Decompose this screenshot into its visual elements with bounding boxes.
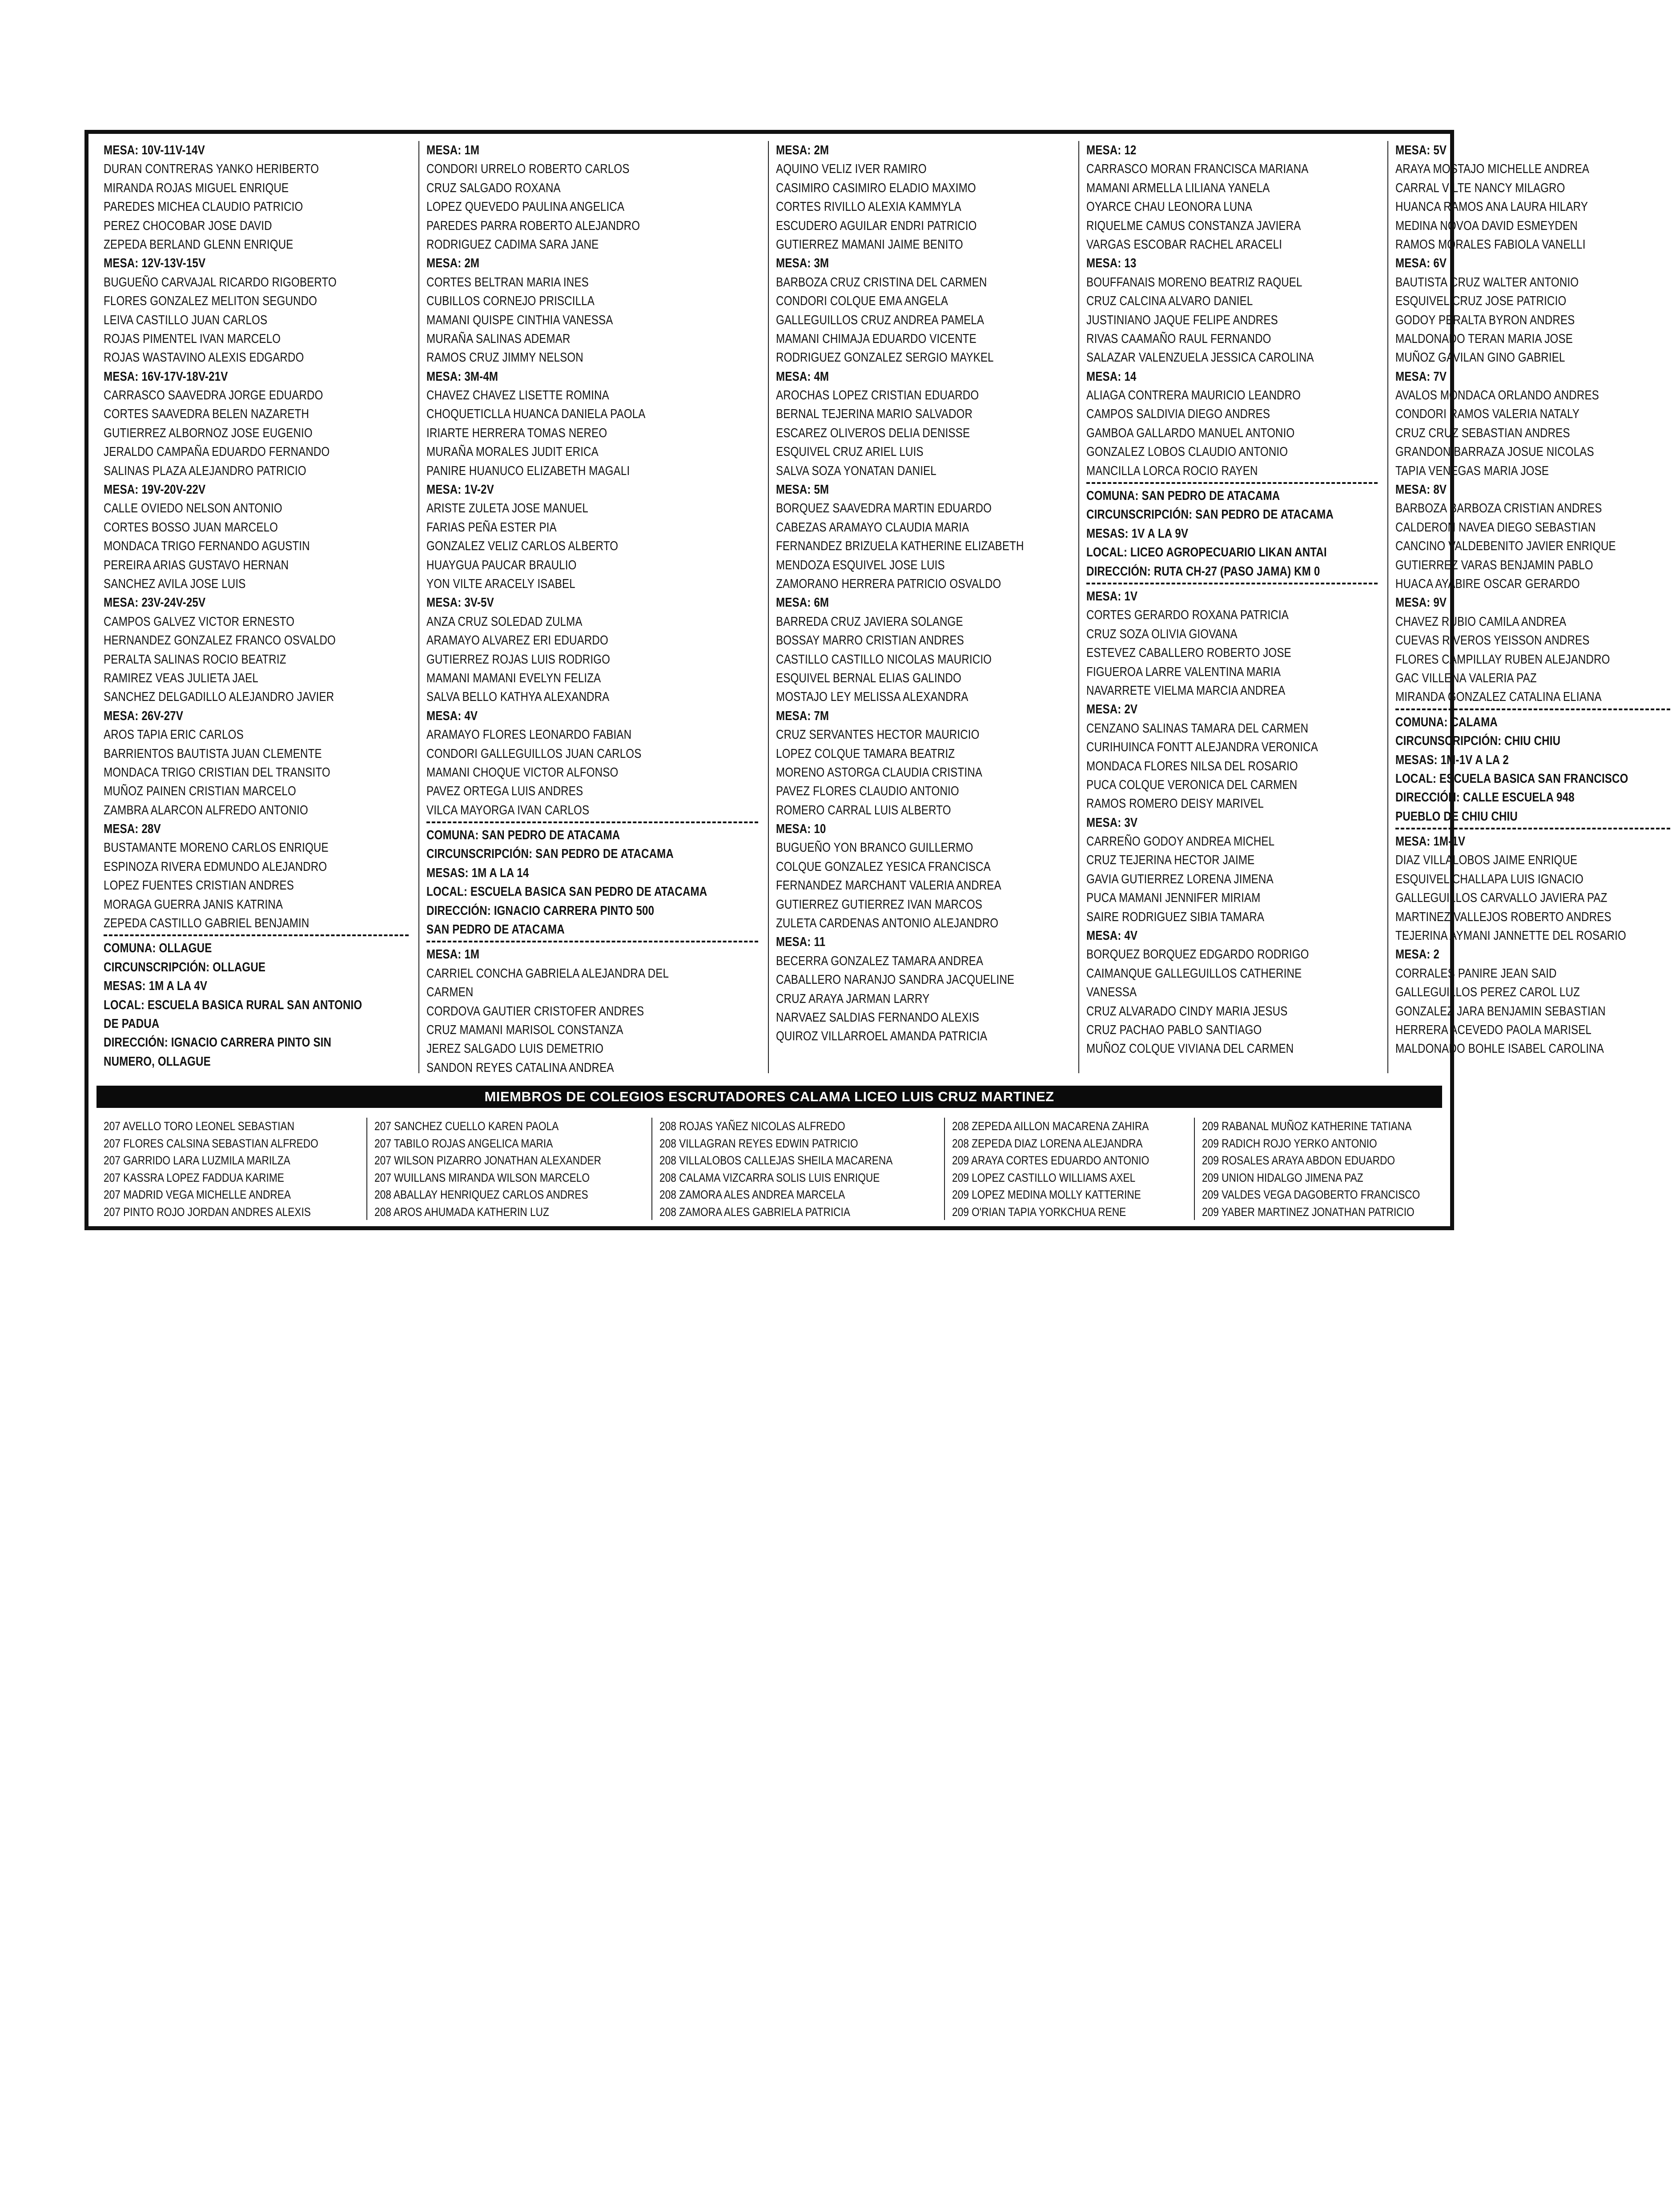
person-name: GALLEGUILLOS CRUZ ANDREA PAMELA (776, 313, 984, 327)
person-name: MALDONADO TERAN MARIA JOSE (1395, 331, 1573, 346)
person-name: DURAN CONTRERAS YANKO HERIBERTO (104, 162, 319, 177)
person-name: ESTEVEZ CABALLERO ROBERTO JOSE (1086, 646, 1291, 660)
person-name: ALIAGA CONTRERA MAURICIO LEANDRO (1086, 388, 1301, 403)
person-name: RIVAS CAAMAÑO RAUL FERNANDO (1086, 331, 1271, 346)
member-name: 207 FLORES CALSINA SEBASTIAN ALFREDO (104, 1136, 318, 1150)
person-name: ZAMBRA ALARCON ALFREDO ANTONIO (104, 803, 308, 817)
person-name: MUÑOZ GAVILAN GINO GABRIEL (1395, 350, 1565, 365)
member-name: 207 SANCHEZ CUELLO KAREN PAOLA (374, 1119, 559, 1133)
section-heading: MESA: 26V-27V (104, 708, 183, 723)
person-name: AROCHAS LOPEZ CRISTIAN EDUARDO (776, 388, 979, 403)
person-name: BERNAL TEJERINA MARIO SALVADOR (776, 407, 973, 422)
person-name: CRUZ SOZA OLIVIA GIOVANA (1086, 627, 1238, 641)
dashed-separator (104, 934, 409, 936)
person-name: MORENO ASTORGA CLAUDIA CRISTINA (776, 765, 982, 780)
dashed-separator (426, 941, 758, 942)
dashed-separator (426, 821, 758, 823)
person-name: MIRANDA GONZALEZ CATALINA ELIANA (1395, 690, 1602, 704)
person-name: GAVIA GUTIERREZ LORENA JIMENA (1086, 872, 1274, 886)
person-name: CUBILLOS CORNEJO PRISCILLA (426, 294, 595, 309)
section-heading: LOCAL: ESCUELA BASICA SAN FRANCISCO (1395, 771, 1628, 786)
person-name: NAVARRETE VIELMA MARCIA ANDREA (1086, 683, 1285, 698)
member-name: 207 KASSRA LOPEZ FADDUA KARIME (104, 1171, 284, 1184)
dashed-separator (1395, 828, 1670, 829)
person-name: TEJERINA AYMANI JANNETTE DEL ROSARIO (1395, 929, 1627, 943)
member-name: 207 MADRID VEGA MICHELLE ANDREA (104, 1188, 291, 1201)
person-name: MORAGA GUERRA JANIS KATRINA (104, 897, 283, 912)
section-heading: PUEBLO DE CHIU CHIU (1395, 809, 1518, 824)
section-heading: MESA: 23V-24V-25V (104, 596, 206, 610)
person-name: ANZA CRUZ SOLEDAD ZULMA (426, 614, 583, 629)
section-heading: MESA: 13 (1086, 256, 1136, 271)
person-name: GONZALEZ JARA BENJAMIN SEBASTIAN (1395, 1004, 1606, 1018)
person-name: RAMOS MORALES FABIOLA VANELLI (1395, 237, 1586, 252)
person-name: ROMERO CARRAL LUIS ALBERTO (776, 803, 951, 817)
section-heading: DE PADUA (104, 1016, 160, 1031)
person-name: ROJAS WASTAVINO ALEXIS EDGARDO (104, 350, 304, 365)
person-name: MONDACA TRIGO FERNANDO AGUSTIN (104, 539, 310, 554)
person-name: CONDORI URRELO ROBERTO CARLOS (426, 162, 630, 177)
person-name: MIRANDA ROJAS MIGUEL ENRIQUE (104, 181, 289, 195)
section-heading: COMUNA: OLLAGUE (104, 941, 212, 956)
person-name: ESPINOZA RIVERA EDMUNDO ALEJANDRO (104, 859, 327, 874)
section-heading: MESA: 2V (1086, 702, 1137, 717)
person-name: SALVA SOZA YONATAN DANIEL (776, 463, 936, 478)
section-heading: MESA: 3M (776, 256, 829, 271)
person-name: CRUZ ARAYA JARMAN LARRY (776, 991, 930, 1006)
person-name: CORTES BELTRAN MARIA INES (426, 275, 589, 290)
person-name: CONDORI COLQUE EMA ANGELA (776, 294, 948, 309)
section-heading: DIRECCIÓN: RUTA CH-27 (PASO JAMA) KM 0 (1086, 564, 1320, 579)
member-name: 208 VILLALOBOS CALLEJAS SHEILA MACARENA (659, 1154, 893, 1167)
section-heading: MESA: 4M (776, 369, 829, 384)
column (769, 141, 1079, 1073)
section-heading: MESA: 1V-2V (426, 483, 494, 497)
person-name: HERNANDEZ GONZALEZ FRANCO OSVALDO (104, 633, 336, 648)
member-name: 208 ZAMORA ALES ANDREA MARCELA (659, 1188, 845, 1201)
person-name: HUANCA RAMOS ANA LAURA HILARY (1395, 200, 1588, 214)
person-name: RODRIGUEZ GONZALEZ SERGIO MAYKEL (776, 350, 994, 365)
person-name: PUCA COLQUE VERONICA DEL CARMEN (1086, 777, 1297, 792)
person-name: RAMOS ROMERO DEISY MARIVEL (1086, 797, 1264, 811)
person-name: PAREDES PARRA ROBERTO ALEJANDRO (426, 218, 640, 233)
section-heading: MESA: 4V (1086, 929, 1137, 943)
member-name: 209 ARAYA CORTES EDUARDO ANTONIO (952, 1154, 1149, 1167)
section-heading: MESAS: 1V A LA 9V (1086, 526, 1188, 541)
person-name: CONDORI RAMOS VALERIA NATALY (1395, 407, 1580, 422)
member-name: 209 O'RIAN TAPIA YORKCHUA RENE (952, 1205, 1126, 1219)
person-name: ROJAS PIMENTEL IVAN MARCELO (104, 331, 281, 346)
section-heading: MESA: 19V-20V-22V (104, 483, 206, 497)
person-name: MAMANI MAMANI EVELYN FELIZA (426, 671, 601, 685)
person-name: CRUZ CRUZ SEBASTIAN ANDRES (1395, 426, 1571, 440)
section-heading: MESA: 10 (776, 822, 826, 837)
section-heading: MESA: 7V (1395, 369, 1447, 384)
person-name: GRANDON BARRAZA JOSUE NICOLAS (1395, 445, 1595, 459)
person-name: CARREÑO GODOY ANDREA MICHEL (1086, 834, 1274, 849)
person-name: FERNANDEZ MARCHANT VALERIA ANDREA (776, 878, 1001, 893)
section-heading: NUMERO, OLLAGUE (104, 1054, 211, 1069)
section-heading: MESA: 12 (1086, 143, 1136, 157)
person-name: BOSSAY MARRO CRISTIAN ANDRES (776, 633, 964, 648)
person-name: YON VILTE ARACELY ISABEL (426, 576, 575, 591)
person-name: AQUINO VELIZ IVER RAMIRO (776, 162, 927, 177)
person-name: ESQUIVEL CHALLAPA LUIS IGNACIO (1395, 872, 1584, 886)
person-name: SANCHEZ DELGADILLO ALEJANDRO JAVIER (104, 690, 334, 704)
member-name: 208 ABALLAY HENRIQUEZ CARLOS ANDRES (374, 1188, 588, 1201)
person-name: FERNANDEZ BRIZUELA KATHERINE ELIZABETH (776, 539, 1024, 554)
member-name: 207 WUILLANS MIRANDA WILSON MARCELO (374, 1171, 590, 1184)
member-name: 208 ZEPEDA AILLON MACARENA ZAHIRA (952, 1119, 1149, 1133)
person-name: CHAVEZ CHAVEZ LISETTE ROMINA (426, 388, 609, 403)
person-name: JEREZ SALGADO LUIS DEMETRIO (426, 1042, 604, 1056)
person-name: CARRASCO SAAVEDRA JORGE EDUARDO (104, 388, 323, 403)
person-name: MOSTAJO LEY MELISSA ALEXANDRA (776, 690, 969, 704)
person-name: MAMANI CHOQUE VICTOR ALFONSO (426, 765, 619, 780)
section-heading: MESA: 10V-11V-14V (104, 143, 205, 157)
members-column (96, 1118, 367, 1220)
person-name: BORQUEZ BORQUEZ EDGARDO RODRIGO (1086, 947, 1309, 962)
person-name: SANDON REYES CATALINA ANDREA (426, 1060, 614, 1075)
column (96, 141, 419, 1073)
person-name: FARIAS PEÑA ESTER PIA (426, 520, 557, 535)
section-heading: LOCAL: ESCUELA BASICA SAN PEDRO DE ATACAMA (426, 885, 707, 899)
person-name: PANIRE HUANUCO ELIZABETH MAGALI (426, 463, 630, 478)
person-name: CABEZAS ARAMAYO CLAUDIA MARIA (776, 520, 969, 535)
person-name: SALINAS PLAZA ALEJANDRO PATRICIO (104, 463, 306, 478)
person-name: BUGUEÑO YON BRANCO GUILLERMO (776, 841, 973, 855)
person-name: VILCA MAYORGA IVAN CARLOS (426, 803, 590, 817)
person-name: CONDORI GALLEGUILLOS JUAN CARLOS (426, 746, 642, 761)
person-name: CRUZ TEJERINA HECTOR JAIME (1086, 853, 1254, 868)
member-name: 208 VILLAGRAN REYES EDWIN PATRICIO (659, 1136, 858, 1150)
person-name: QUIROZ VILLARROEL AMANDA PATRICIA (776, 1029, 987, 1044)
person-name: CORRALES PANIRE JEAN SAID (1395, 966, 1557, 981)
person-name: CRUZ PACHAO PABLO SANTIAGO (1086, 1022, 1262, 1037)
person-name: VARGAS ESCOBAR RACHEL ARACELI (1086, 237, 1282, 252)
person-name: LOPEZ FUENTES CRISTIAN ANDRES (104, 878, 294, 893)
section-heading: LOCAL: LICEO AGROPECUARIO LIKAN ANTAI (1086, 545, 1327, 560)
person-name: CARMEN (426, 985, 474, 1000)
dashed-separator (1395, 708, 1670, 710)
person-name: FLORES GONZALEZ MELITON SEGUNDO (104, 294, 318, 309)
member-name: 207 AVELLO TORO LEONEL SEBASTIAN (104, 1119, 295, 1133)
person-name: GALLEGUILLOS PEREZ CAROL LUZ (1395, 985, 1580, 1000)
person-name: CORTES SAAVEDRA BELEN NAZARETH (104, 407, 309, 422)
person-name: MEDINA NOVOA DAVID ESMEYDEN (1395, 218, 1578, 233)
person-name: FIGUEROA LARRE VALENTINA MARIA (1086, 664, 1281, 679)
person-name: CRUZ CALCINA ALVARO DANIEL (1086, 294, 1253, 309)
person-name: JUSTINIANO JAQUE FELIPE ANDRES (1086, 313, 1278, 327)
person-name: BECERRA GONZALEZ TAMARA ANDREA (776, 954, 983, 968)
person-name: BAUTISTA CRUZ WALTER ANTONIO (1395, 275, 1579, 290)
column (1388, 141, 1680, 1073)
section-heading: MESA: 5M (776, 483, 829, 497)
person-name: OYARCE CHAU LEONORA LUNA (1086, 200, 1252, 214)
section-heading: MESAS: 1M A LA 4V (104, 979, 208, 994)
section-heading: CIRCUNSCRIPCIÓN: SAN PEDRO DE ATACAMA (426, 847, 674, 861)
person-name: ARAMAYO ALVAREZ ERI EDUARDO (426, 633, 608, 648)
person-name: CARRASCO MORAN FRANCISCA MARIANA (1086, 162, 1308, 177)
section-heading: MESA: 5V (1395, 143, 1447, 157)
person-name: LOPEZ COLQUE TAMARA BEATRIZ (776, 746, 955, 761)
person-name: HUAYGUA PAUCAR BRAULIO (426, 558, 577, 572)
section-heading: MESA: 6M (776, 596, 829, 610)
person-name: CALLE OVIEDO NELSON ANTONIO (104, 501, 282, 516)
member-name: 209 VALDES VEGA DAGOBERTO FRANCISCO (1202, 1188, 1420, 1201)
person-name: BARBOZA BARBOZA CRISTIAN ANDRES (1395, 501, 1602, 516)
person-name: ZEPEDA BERLAND GLENN ENRIQUE (104, 237, 293, 252)
person-name: MONDACA FLORES NILSA DEL ROSARIO (1086, 759, 1298, 773)
person-name: GALLEGUILLOS CARVALLO JAVIERA PAZ (1395, 891, 1608, 906)
person-name: RIQUELME CAMUS CONSTANZA JAVIERA (1086, 218, 1301, 233)
person-name: CORDOVA GAUTIER CRISTOFER ANDRES (426, 1004, 644, 1018)
member-name: 209 LOPEZ MEDINA MOLLY KATTERINE (952, 1188, 1141, 1201)
section-heading: MESA: 3V-5V (426, 596, 494, 610)
person-name: GUTIERREZ VARAS BENJAMIN PABLO (1395, 558, 1594, 572)
person-name: BOUFFANAIS MORENO BEATRIZ RAQUEL (1086, 275, 1302, 290)
section-heading: MESA: 16V-17V-18V-21V (104, 369, 228, 384)
section-heading: MESA: 3M-4M (426, 369, 498, 384)
section-heading: CIRCUNSCRIPCIÓN: SAN PEDRO DE ATACAMA (1086, 507, 1334, 522)
dashed-separator (1086, 482, 1378, 484)
section-heading: COMUNA: CALAMA (1395, 715, 1498, 729)
person-name: DIAZ VILLALOBOS JAIME ENRIQUE (1395, 853, 1578, 868)
person-name: RAMOS CRUZ JIMMY NELSON (426, 350, 583, 365)
section-heading: COMUNA: SAN PEDRO DE ATACAMA (426, 828, 620, 843)
section-heading: DIRECCIÓN: IGNACIO CARRERA PINTO SIN (104, 1035, 332, 1050)
person-name: CENZANO SALINAS TAMARA DEL CARMEN (1086, 721, 1308, 736)
person-name: PERALTA SALINAS ROCIO BEATRIZ (104, 652, 286, 667)
person-name: MENDOZA ESQUIVEL JOSE LUIS (776, 558, 945, 572)
person-name: ZAMORANO HERRERA PATRICIO OSVALDO (776, 576, 1001, 591)
person-name: BUSTAMANTE MORENO CARLOS ENRIQUE (104, 841, 329, 855)
person-name: BUGUEÑO CARVAJAL RICARDO RIGOBERTO (104, 275, 337, 290)
person-name: CHAVEZ RUBIO CAMILA ANDREA (1395, 614, 1567, 629)
person-name: ESQUIVEL BERNAL ELIAS GALINDO (776, 671, 961, 685)
person-name: CRUZ SERVANTES HECTOR MAURICIO (776, 728, 980, 742)
section-heading: MESA: 4V (426, 708, 478, 723)
person-name: CORTES GERARDO ROXANA PATRICIA (1086, 608, 1289, 623)
member-name: 209 RADICH ROJO YERKO ANTONIO (1202, 1136, 1377, 1150)
person-name: ARISTE ZULETA JOSE MANUEL (426, 501, 589, 516)
person-name: HUACA AYABIRE OSCAR GERARDO (1395, 576, 1580, 591)
member-name: 207 PINTO ROJO JORDAN ANDRES ALEXIS (104, 1205, 311, 1219)
person-name: AVALOS MONDACA ORLANDO ANDRES (1395, 388, 1600, 403)
members-columns (96, 1118, 1442, 1220)
section-heading: MESA: 11 (776, 935, 825, 950)
dashed-separator (1086, 583, 1378, 584)
person-name: CRUZ SALGADO ROXANA (426, 181, 561, 195)
person-name: MAMANI QUISPE CINTHIA VANESSA (426, 313, 613, 327)
section-heading: MESA: 7M (776, 708, 829, 723)
person-name: BORQUEZ SAAVEDRA MARTIN EDUARDO (776, 501, 992, 516)
section-heading: MESA: 8V (1395, 483, 1447, 497)
person-name: CARRAL VILTE NANCY MILAGRO (1395, 181, 1565, 195)
person-name: HERRERA ACEVEDO PAOLA MARISEL (1395, 1022, 1592, 1037)
section-heading: MESA: 2M (426, 256, 480, 271)
section-heading: MESA: 12V-13V-15V (104, 256, 206, 271)
person-name: PEREIRA ARIAS GUSTAVO HERNAN (104, 558, 289, 572)
column (1079, 141, 1389, 1073)
person-name: GUTIERREZ ROJAS LUIS RODRIGO (426, 652, 611, 667)
section-heading: MESA: 2 (1395, 947, 1440, 962)
person-name: ESCAREZ OLIVEROS DELIA DENISSE (776, 426, 970, 440)
member-name: 207 WILSON PIZARRO JONATHAN ALEXANDER (374, 1154, 601, 1167)
person-name: CRUZ ALVARADO CINDY MARIA JESUS (1086, 1004, 1287, 1018)
person-name: CRUZ MAMANI MARISOL CONSTANZA (426, 1022, 623, 1037)
section-heading: MESA: 14 (1086, 369, 1136, 384)
section-heading: MESA: 3V (1086, 815, 1137, 830)
section-heading: MESAS: 1M-1V A LA 2 (1395, 753, 1509, 767)
person-name: CORTES BOSSO JUAN MARCELO (104, 520, 278, 535)
person-name: GUTIERREZ MAMANI JAIME BENITO (776, 237, 963, 252)
person-name: SALAZAR VALENZUELA JESSICA CAROLINA (1086, 350, 1314, 365)
person-name: JERALDO CAMPAÑA EDUARDO FERNANDO (104, 445, 330, 459)
person-name: MURAÑA SALINAS ADEMAR (426, 331, 571, 346)
person-name: BARREDA CRUZ JAVIERA SOLANGE (776, 614, 963, 629)
person-name: MONDACA TRIGO CRISTIAN DEL TRANSITO (104, 765, 330, 780)
person-name: ZEPEDA CASTILLO GABRIEL BENJAMIN (104, 916, 309, 931)
person-name: CABALLERO NARANJO SANDRA JACQUELINE (776, 973, 1014, 987)
members-column (652, 1118, 945, 1220)
person-name: IRIARTE HERRERA TOMAS NEREO (426, 426, 607, 440)
person-name: CANCINO VALDEBENITO JAVIER ENRIQUE (1395, 539, 1616, 554)
person-name: ZULETA CARDENAS ANTONIO ALEJANDRO (776, 916, 998, 931)
section-heading: MESA: 1M (426, 143, 480, 157)
election-sheet (84, 130, 1628, 1230)
person-name: GODOY PERALTA BYRON ANDRES (1395, 313, 1575, 327)
person-name: FLORES CAMPILLAY RUBEN ALEJANDRO (1395, 652, 1610, 667)
person-name: ARAYA MOSTAJO MICHELLE ANDREA (1395, 162, 1590, 177)
person-name: CHOQUETICLLA HUANCA DANIELA PAOLA (426, 407, 646, 422)
member-name: 207 GARRIDO LARA LUZMILA MARILZA (104, 1154, 290, 1167)
section-heading: MESAS: 1M A LA 14 (426, 865, 529, 880)
person-name: LOPEZ QUEVEDO PAULINA ANGELICA (426, 200, 625, 214)
person-name: PAREDES MICHEA CLAUDIO PATRICIO (104, 200, 303, 214)
member-name: 208 ZAMORA ALES GABRIELA PATRICIA (659, 1205, 850, 1219)
section-heading: CIRCUNSCRIPCIÓN: OLLAGUE (104, 960, 266, 974)
person-name: GUTIERREZ ALBORNOZ JOSE EUGENIO (104, 426, 313, 440)
person-name: ESQUIVEL CRUZ ARIEL LUIS (776, 445, 924, 459)
person-name: CAMPOS SALDIVIA DIEGO ANDRES (1086, 407, 1270, 422)
section-heading: MESA: 9V (1395, 596, 1447, 610)
person-name: CUEVAS RIVEROS YEISSON ANDRES (1395, 633, 1590, 648)
person-name: RODRIGUEZ CADIMA SARA JANE (426, 237, 599, 252)
section-heading: DIRECCIÓN: CALLE ESCUELA 948 (1395, 790, 1575, 805)
person-name: PAVEZ ORTEGA LUIS ANDRES (426, 784, 583, 799)
person-name: SALVA BELLO KATHYA ALEXANDRA (426, 690, 610, 704)
section-heading: MESA: 1M (426, 947, 480, 962)
person-name: BARRIENTOS BAUTISTA JUAN CLEMENTE (104, 746, 322, 761)
members-column (1195, 1118, 1469, 1220)
person-name: BARBOZA CRUZ CRISTINA DEL CARMEN (776, 275, 987, 290)
person-name: CASIMIRO CASIMIRO ELADIO MAXIMO (776, 181, 976, 195)
person-name: LEIVA CASTILLO JUAN CARLOS (104, 313, 268, 327)
member-name: 207 TABILO ROJAS ANGELICA MARIA (374, 1136, 553, 1150)
section-heading: MESA: 1V (1086, 589, 1137, 604)
person-name: SANCHEZ AVILA JOSE LUIS (104, 576, 246, 591)
section-heading: COMUNA: SAN PEDRO DE ATACAMA (1086, 489, 1280, 503)
person-name: MUÑOZ PAINEN CRISTIAN MARCELO (104, 784, 296, 799)
person-name: MARTINEZ VALLEJOS ROBERTO ANDRES (1395, 910, 1612, 924)
person-name: CURIHUINCA FONTT ALEJANDRA VERONICA (1086, 740, 1318, 755)
section-heading: MESA: 6V (1395, 256, 1447, 271)
person-name: GAMBOA GALLARDO MANUEL ANTONIO (1086, 426, 1294, 440)
person-name: TAPIA VENEGAS MARIA JOSE (1395, 463, 1549, 478)
person-name: MAMANI CHIMAJA EDUARDO VICENTE (776, 331, 977, 346)
person-name: CARRIEL CONCHA GABRIELA ALEJANDRA DEL (426, 966, 669, 981)
person-name: AROS TAPIA ERIC CARLOS (104, 728, 244, 742)
person-name: CORTES RIVILLO ALEXIA KAMMYLA (776, 200, 961, 214)
person-name: SAIRE RODRIGUEZ SIBIA TAMARA (1086, 910, 1264, 924)
person-name: RAMIREZ VEAS JULIETA JAEL (104, 671, 258, 685)
person-name: MANCILLA LORCA ROCIO RAYEN (1086, 463, 1258, 478)
person-name: ESCUDERO AGUILAR ENDRI PATRICIO (776, 218, 977, 233)
person-name: COLQUE GONZALEZ YESICA FRANCISCA (776, 859, 991, 874)
member-name: 209 UNION HIDALGO JIMENA PAZ (1202, 1171, 1363, 1184)
member-name: 209 RABANAL MUÑOZ KATHERINE TATIANA (1202, 1119, 1412, 1133)
section-heading: MESA: 1M-1V (1395, 834, 1466, 849)
person-name: CALDERON NAVEA DIEGO SEBASTIAN (1395, 520, 1596, 535)
members-column (367, 1118, 652, 1220)
person-name: GAC VILLENA VALERIA PAZ (1395, 671, 1537, 685)
section-heading: MESA: 28V (104, 822, 161, 837)
person-name: ESQUIVEL CRUZ JOSE PATRICIO (1395, 294, 1567, 309)
members-banner: MIEMBROS DE COLEGIOS ESCRUTADORES CALAMA LICEO LUIS CRUZ MARTINEZ (96, 1086, 1442, 1108)
member-name: 208 ZEPEDA DIAZ LORENA ALEJANDRA (952, 1136, 1143, 1150)
member-name: 208 AROS AHUMADA KATHERIN LUZ (374, 1205, 549, 1219)
person-name: ARAMAYO FLORES LEONARDO FABIAN (426, 728, 632, 742)
person-name: PEREZ CHOCOBAR JOSE DAVID (104, 218, 272, 233)
section-heading: DIRECCIÓN: IGNACIO CARRERA PINTO 500 (426, 903, 655, 918)
person-name: GONZALEZ VELIZ CARLOS ALBERTO (426, 539, 619, 554)
section-heading: CIRCUNSCRIPCIÓN: CHIU CHIU (1395, 734, 1561, 749)
section-heading: SAN PEDRO DE ATACAMA (426, 922, 565, 937)
column (419, 141, 769, 1073)
person-name: NARVAEZ SALDIAS FERNANDO ALEXIS (776, 1010, 979, 1025)
person-name: MALDONADO BOHLE ISABEL CAROLINA (1395, 1042, 1604, 1056)
member-name: 209 LOPEZ CASTILLO WILLIAMS AXEL (952, 1171, 1136, 1184)
member-name: 209 YABER MARTINEZ JONATHAN PATRICIO (1202, 1205, 1415, 1219)
member-name: 208 CALAMA VIZCARRA SOLIS LUIS ENRIQUE (659, 1171, 880, 1184)
person-name: MUÑOZ COLQUE VIVIANA DEL CARMEN (1086, 1042, 1294, 1056)
person-name: MAMANI ARMELLA LILIANA YANELA (1086, 181, 1270, 195)
person-name: VANESSA (1086, 985, 1137, 1000)
person-name: CAMPOS GALVEZ VICTOR ERNESTO (104, 614, 295, 629)
section-heading: LOCAL: ESCUELA BASICA RURAL SAN ANTONIO (104, 998, 362, 1012)
member-name: 209 ROSALES ARAYA ABDON EDUARDO (1202, 1154, 1395, 1167)
members-column (945, 1118, 1195, 1220)
person-name: CAIMANQUE GALLEGUILLOS CATHERINE (1086, 966, 1302, 981)
member-name: 208 ROJAS YAÑEZ NICOLAS ALFREDO (659, 1119, 845, 1133)
section-heading: MESA: 2M (776, 143, 829, 157)
person-name: MURAÑA MORALES JUDIT ERICA (426, 445, 599, 459)
person-name: GUTIERREZ GUTIERREZ IVAN MARCOS (776, 897, 982, 912)
person-name: PUCA MAMANI JENNIFER MIRIAM (1086, 891, 1260, 906)
person-name: CASTILLO CASTILLO NICOLAS MAURICIO (776, 652, 992, 667)
polling-table-columns (96, 141, 1628, 1075)
person-name: GONZALEZ LOBOS CLAUDIO ANTONIO (1086, 445, 1288, 459)
person-name: PAVEZ FLORES CLAUDIO ANTONIO (776, 784, 959, 799)
